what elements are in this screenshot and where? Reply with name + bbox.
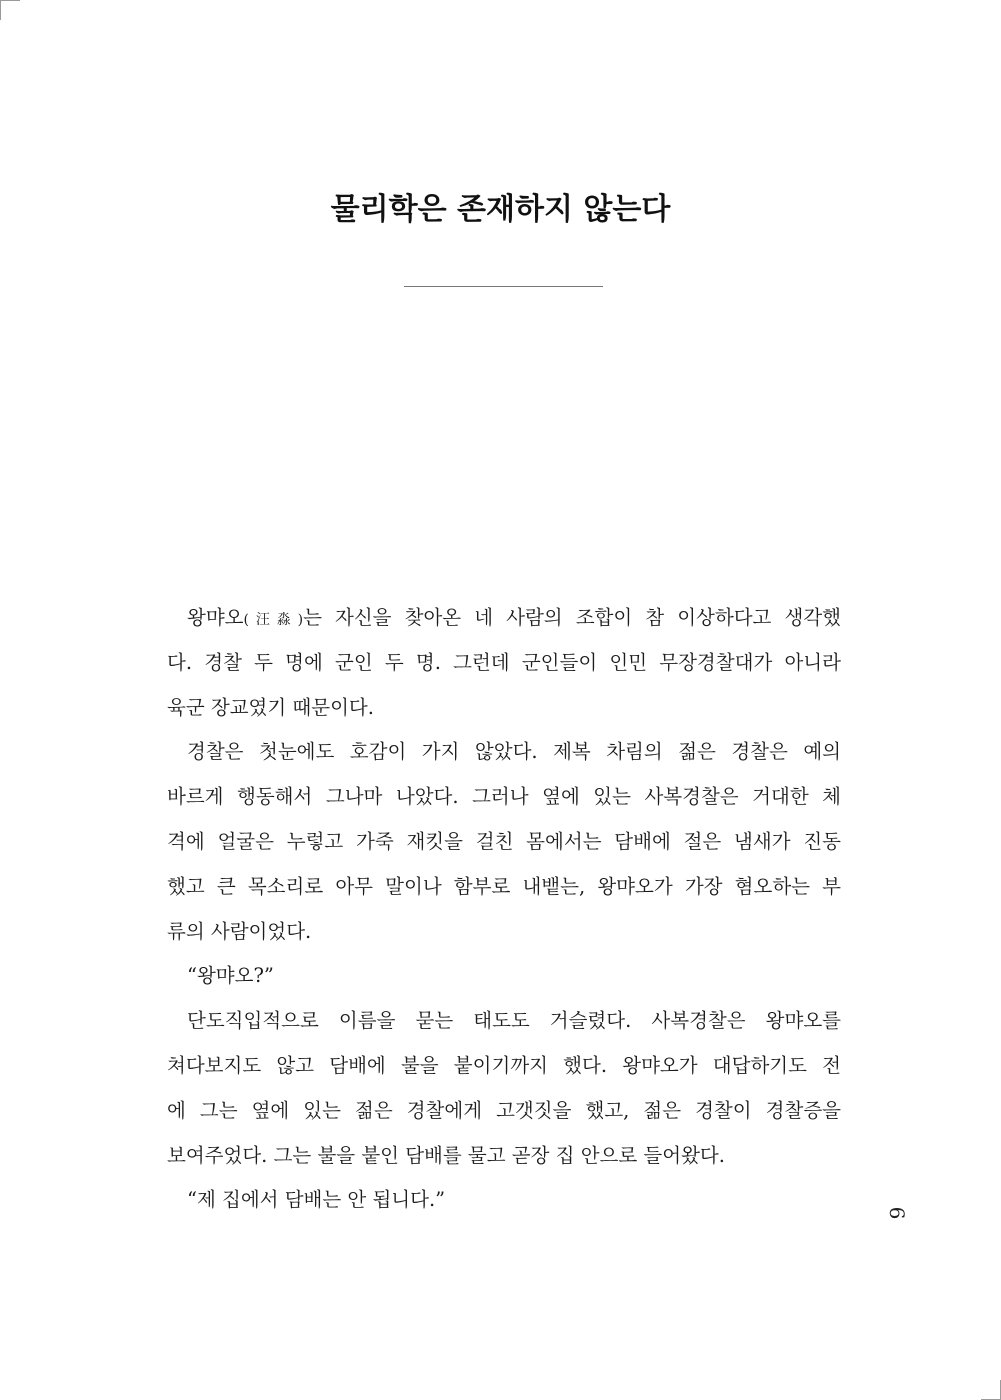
- body-line-12: 에 그는 옆에 있는 젊은 경찰에게 고갯짓을 했고, 젊은 경찰이 경찰증을: [167, 1098, 841, 1122]
- protagonist-name: 왕먀오: [187, 606, 244, 629]
- body-line-4: 경찰은 첫눈에도 호감이 가지 않았다. 제복 차림의 젊은 경찰은 예의: [187, 740, 841, 764]
- body-line-1: [167, 596, 841, 641]
- body-line-7: 했고 큰 목소리로 아무 말이나 함부로 내뱉는, 왕먀오가 가장 혐오하는 부: [167, 874, 841, 898]
- chapter-title: 물리학은 존재하지 않는다: [330, 192, 671, 227]
- body-line-13: 보여주었다. 그는 불을 붙인 담배를 물고 곧장 집 안으로 들어왔다.: [167, 1143, 725, 1167]
- crop-mark-top-left-vertical: [0, 0, 1, 20]
- dialogue-line-1: “왕먀오?”: [187, 964, 274, 988]
- hanja-annotation: (汪淼): [243, 612, 304, 628]
- title-divider-rule: [404, 286, 603, 287]
- dialogue-line-2: “제 집에서 담배는 안 됩니다.”: [187, 1188, 446, 1212]
- body-line-6: 격에 얼굴은 누렇고 가죽 재킷을 걸친 몸에서는 담배에 절은 냄새가 진동: [167, 829, 841, 853]
- body-line-11: 쳐다보지도 않고 담배에 불을 붙이기까지 했다. 왕먀오가 대답하기도 전: [167, 1053, 841, 1077]
- body-line-10: 단도직입적으로 이름을 묻는 태도도 거슬렸다. 사복경찰은 왕먀오를: [187, 1009, 841, 1033]
- body-line-8: 류의 사람이었다.: [167, 919, 312, 943]
- body-line-2: 다. 경찰 두 명에 군인 두 명. 그런데 군인들이 인민 무장경찰대가 아니라: [167, 650, 841, 674]
- body-text: [167, 596, 841, 1223]
- body-line-3: 육군 장교였기 때문이다.: [167, 695, 374, 719]
- body-line-1-rest: 는 자신을 찾아온 네 사람의 조합이 참 이상하다고 생각했: [303, 606, 841, 629]
- body-line-5: 바르게 행동해서 그나마 나았다. 그러나 옆에 있는 사복경찰은 거대한 체: [167, 785, 841, 809]
- page-number: 6: [885, 1206, 909, 1220]
- crop-mark-top-left-horizontal: [0, 0, 20, 1]
